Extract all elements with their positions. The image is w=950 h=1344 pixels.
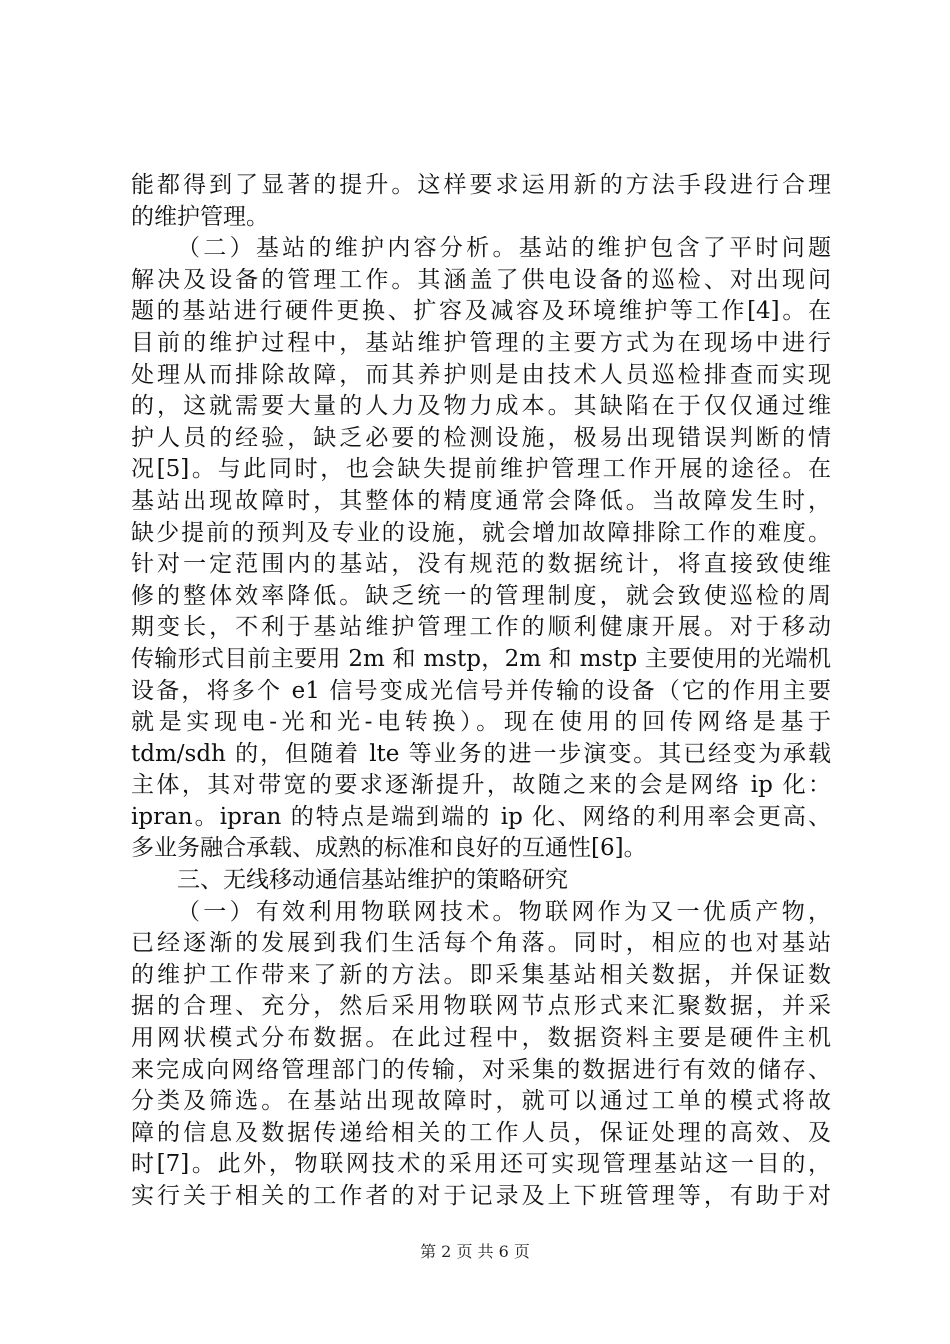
text-line: 主体，其对带宽的要求逐渐提升，故随之来的会是网络 ip 化： <box>131 772 831 799</box>
text-line: 目前的维护过程中，基站维护管理的主要方式为在现场中进行 <box>131 329 831 356</box>
text-line: 障的信息及数据传递给相关的工作人员，保证处理的高效、及 <box>131 1119 831 1146</box>
text-line: 能都得到了显著的提升。这样要求运用新的方法手段进行合理 <box>131 172 831 198</box>
text-line: 基站出现故障时，其整体的精度通常会降低。当故障发生时， <box>131 487 831 514</box>
section-heading: 三、无线移动通信基站维护的策略研究 <box>177 867 568 894</box>
body-text <box>131 170 831 1213</box>
text-line: 就是实现电-光和光-电转换）。现在使用的回传网络是基于 <box>131 709 831 736</box>
text-line: 分类及筛选。在基站出现故障时，就可以通过工单的模式将故 <box>131 1088 831 1115</box>
text-line: 多业务融合承载、成熟的标准和良好的互通性[6]。 <box>131 835 647 862</box>
text-line: 期变长，不利于基站维护管理工作的顺利健康开展。对于移动 <box>131 614 831 641</box>
text-line: 设备，将多个 e1 信号变成光信号并传输的设备（它的作用主要 <box>131 677 831 704</box>
text-line: 已经逐渐的发展到我们生活每个角落。同时，相应的也对基站 <box>131 930 831 957</box>
text-line: 实行关于相关的工作者的对于记录及上下班管理等，有助于对 <box>131 1183 831 1209</box>
page-number-footer: 第 2 页 共 6 页 <box>420 1242 530 1261</box>
text-line: 护人员的经验，缺乏必要的检测设施，极易出现错误判断的情 <box>131 424 831 451</box>
text-line: 修的整体效率降低。缺乏统一的管理制度，就会致使巡检的周 <box>131 582 831 609</box>
text-line: 题的基站进行硬件更换、扩容及减容及环境维护等工作[4]。在 <box>131 298 831 325</box>
paragraph-start-line: （二）基站的维护内容分析。基站的维护包含了平时问题 <box>177 235 831 262</box>
text-line: 的维护管理。 <box>131 203 269 230</box>
text-line: 处理从而排除故障，而其养护则是由技术人员巡检排查而实现 <box>131 361 831 388</box>
text-line: 的，这就需要大量的人力及物力成本。其缺陷在于仅仅通过维 <box>131 393 831 420</box>
text-line: 据的合理、充分，然后采用物联网节点形式来汇聚数据，并采 <box>131 993 831 1020</box>
text-line: 缺少提前的预判及专业的设施，就会增加故障排除工作的难度。 <box>131 519 831 546</box>
text-line: 况[5]。与此同时，也会缺失提前维护管理工作开展的途径。在 <box>131 456 831 483</box>
text-line: 用网状模式分布数据。在此过程中，数据资料主要是硬件主机 <box>131 1025 831 1052</box>
text-line: 传输形式目前主要用 2m 和 mstp，2m 和 mstp 主要使用的光端机 <box>131 645 831 672</box>
text-line: 的维护工作带来了新的方法。即采集基站相关数据，并保证数 <box>131 961 831 988</box>
text-line: 时[7]。此外，物联网技术的采用还可实现管理基站这一目的， <box>131 1151 831 1178</box>
paragraph-start-line: （一）有效利用物联网技术。物联网作为又一优质产物， <box>177 898 831 925</box>
text-line: 针对一定范围内的基站，没有规范的数据统计，将直接致使维 <box>131 551 831 578</box>
text-line: 解决及设备的管理工作。其涵盖了供电设备的巡检、对出现问 <box>131 266 831 293</box>
text-line: ipran。ipran 的特点是端到端的 ip 化、网络的利用率会更高、 <box>131 803 831 830</box>
text-line: tdm/sdh 的，但随着 lte 等业务的进一步演变。其已经变为承载 <box>131 740 831 767</box>
text-line: 来完成向网络管理部门的传输，对采集的数据进行有效的储存、 <box>131 1056 831 1083</box>
